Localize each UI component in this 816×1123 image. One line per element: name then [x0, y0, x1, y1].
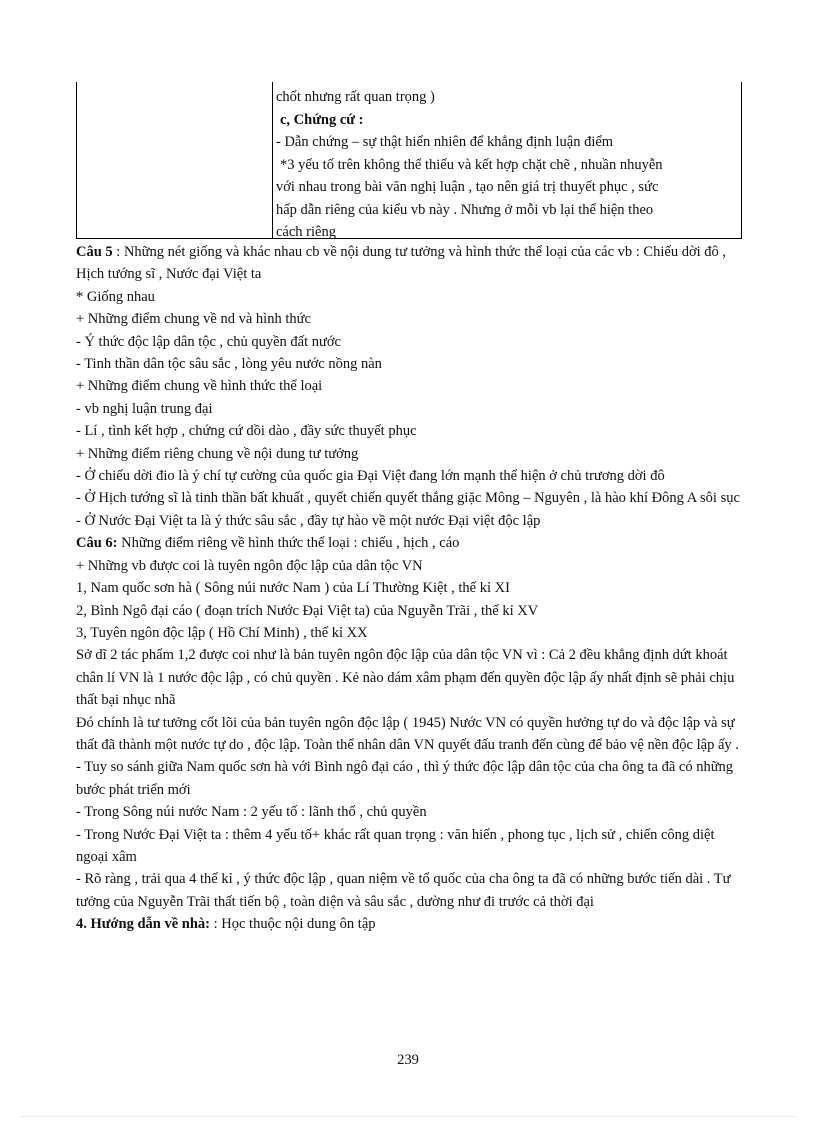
body-line: 3, Tuyên ngôn độc lập ( Hồ Chí Minh) , thế kỉ XX	[76, 624, 368, 641]
cau6-label: Câu 6:	[76, 535, 118, 552]
body-line: - Ở Hịch tướng sĩ là tinh thần bất khuất , quyết chiến quyết thắng giặc Mông – Nguyên , là hào khí Đông A sôi sục	[76, 490, 740, 507]
body-line: - Lí , tình kết hợp , chứng cứ dồi dào , đầy sức thuyết phục	[76, 423, 417, 440]
body-line: - Rõ ràng , trải qua 4 thế kỉ , ý thức độc lập , quan niệm về tổ quốc của cha ông ta đã có những bước tiến dài . Tư tưởng của Nguyễn Trãi thất tiến bộ , toàn diện và sâu sắc , dường như đi trước cả thời đại	[76, 871, 731, 910]
cau5-text: : Những nét giống và khác nhau cb về nội dung tư tưởng và hình thức thể loại của các vb : Chiếu dời đô , Hịch tướng sĩ , Nước đại Việt ta	[76, 244, 727, 283]
body-line: Sở dĩ 2 tác phẩm 1,2 được coi như là bản tuyên ngôn độc lập của dân tộc VN vì : Cả 2 đều khẳng định dứt khoát chân lí VN là 1 nước độc lập , có chủ quyền . Kẻ nào dám xâm phạm đến quyền độc lập ấy nhất định sẽ phải chịu thất bại nhục nhã	[76, 647, 735, 709]
table-line: - Dẫn chứng – sự thật hiển nhiên để khẳng định luận điểm	[276, 134, 614, 150]
cau5-label: Câu 5	[76, 244, 113, 260]
table-line: với nhau trong bài văn nghị luận , tạo nên giá trị thuyết phục , sức	[276, 179, 659, 195]
body-line: - Ở Nước Đại Việt ta là ý thức sâu sắc , đầy tự hào về một nước Đại việt độc lập	[76, 512, 541, 529]
body-line: 1, Nam quốc sơn hà ( Sông núi nước Nam ) của Lí Thường Kiệt , thế kỉ XI	[76, 580, 510, 597]
body-line: * Giống nhau	[76, 288, 155, 305]
table-column-divider	[272, 82, 273, 238]
section-heading-chung-cu: c, Chứng cứ :	[280, 111, 364, 128]
homework-text: : Học thuộc nội dung ôn tập	[209, 916, 376, 933]
body-line: - Tinh thần dân tộc sâu sắc , lòng yêu nước nồng nàn	[76, 356, 382, 373]
content-table	[76, 82, 742, 239]
body-line: 2, Bình Ngô đại cáo ( đoạn trích Nước Đại Việt ta) của Nguyễn Trãi , thế kỉ XV	[76, 602, 539, 619]
body-line: - Tuy so sánh giữa Nam quốc sơn hà với Bình ngô đại cáo , thì ý thức độc lập dân tộc của cha ông ta đã có những bước phát triển mới	[76, 759, 734, 798]
body-line: - vb nghị luận trung đại	[76, 400, 213, 417]
page-number: 239	[397, 1052, 419, 1068]
cau6-text: Những điểm riêng về hình thức thể loại : chiếu , hịch , cáo	[117, 535, 460, 552]
table-line: cách riêng	[276, 224, 336, 240]
cau5-paragraph	[76, 241, 742, 286]
body-line: - Trong Nước Đại Việt ta : thêm 4 yếu tố+ khác rất quan trọng : văn hiến , phong tục , lịch sử , chiến công diệt ngoại xâm	[76, 826, 715, 865]
cau6-paragraph	[76, 532, 742, 554]
table-line: chốt nhưng rất quan trọng )	[276, 89, 435, 105]
body-line: - Ở chiếu dời đio là ý chí tự cường của quốc gia Đại Việt đang lớn mạnh thể hiện ở chủ trương dời đô	[76, 468, 665, 485]
body-line: + Những điểm chung về hình thức thể loại	[76, 378, 323, 395]
homework-label: 4. Hướng dẫn về nhà:	[76, 916, 210, 933]
table-right-cell	[276, 86, 736, 244]
homework-paragraph	[76, 913, 742, 935]
body-line: Đó chính là tư tưởng cốt lõi của bản tuyên ngôn độc lập ( 1945) Nước VN có quyền hưởng tự do và độc lập và sự thất đã thành một nước tự do , độc lập. Toàn thể nhân dân VN quyết đấu tranh đến cùng để bảo vệ nền độc lập ấy .	[76, 714, 739, 753]
body-line: + Những điểm riêng chung về nội dung tư tưởng	[76, 445, 359, 462]
table-line: hấp dẫn riêng của kiểu vb này . Nhưng ở mỗi vb lại thể hiện theo	[276, 201, 654, 218]
page-bottom-dotted-line	[20, 1116, 796, 1117]
table-line: *3 yếu tố trên không thể thiếu và kết hợp chặt chẽ , nhuần nhuyễn	[280, 156, 663, 173]
body-line: + Những điểm chung về nd và hình thức	[76, 311, 311, 328]
document-body	[76, 241, 742, 936]
body-line: - Ý thức độc lập dân tộc , chủ quyền đất nước	[76, 333, 341, 350]
body-line: + Những vb được coi là tuyên ngôn độc lập của dân tộc VN	[76, 557, 423, 574]
body-line: - Trong Sông núi nước Nam : 2 yếu tố : lãnh thổ , chủ quyền	[76, 804, 427, 821]
